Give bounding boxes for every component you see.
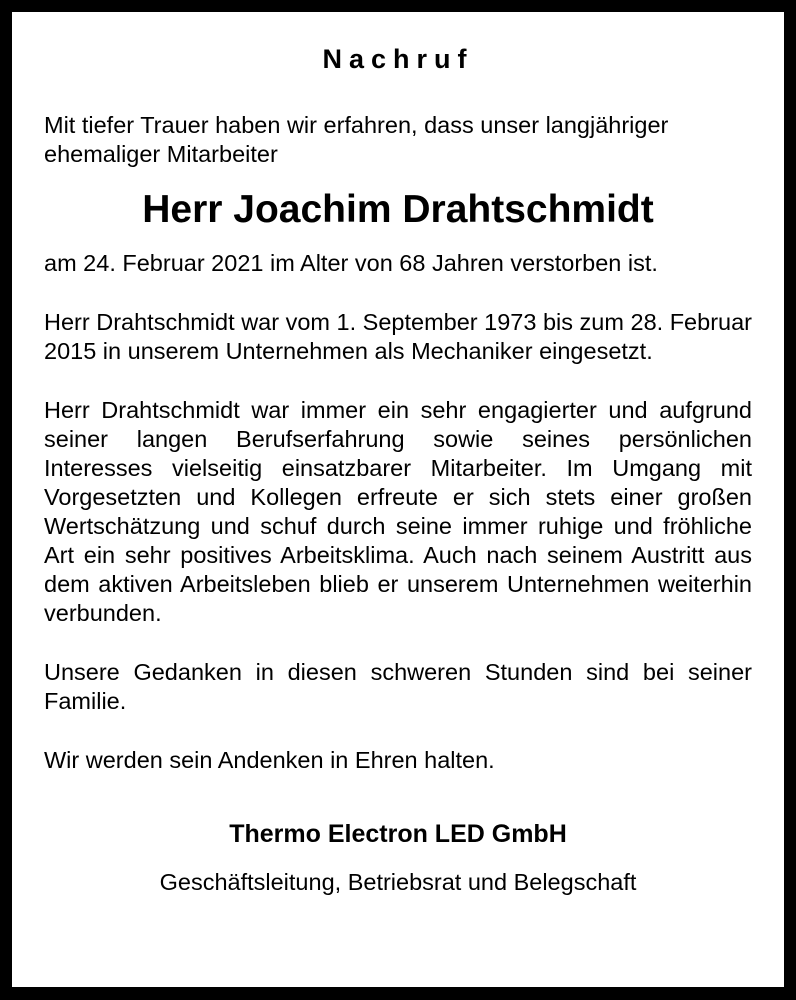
spacer-before-condolence xyxy=(44,628,752,658)
obituary-sheet xyxy=(12,12,784,987)
death-line: am 24. Februar 2021 im Alter von 68 Jahren verstorben ist. xyxy=(44,250,658,276)
employment-paragraph: Herr Drahtschmidt war vom 1. September 1973 bis zum 28. Februar 2015 in unserem Unternehmen als Mechaniker eingesetzt. xyxy=(44,309,752,364)
deceased-name: Herr Joachim Drahtschmidt xyxy=(142,188,654,231)
page-title: Nachruf xyxy=(322,44,474,74)
spacer-before-signature xyxy=(44,775,752,819)
signature-company: Thermo Electron LED GmbH xyxy=(229,820,567,848)
spacer-before-employment xyxy=(44,278,752,308)
intro-paragraph: Mit tiefer Trauer haben wir erfahren, dass unser langjähriger ehemaliger Mitarbeiter xyxy=(44,112,669,167)
closing-paragraph: Wir werden sein Andenken in Ehren halten. xyxy=(44,747,495,773)
spacer-after-name xyxy=(44,233,752,249)
spacer-before-tribute xyxy=(44,366,752,396)
spacer-before-closing xyxy=(44,716,752,746)
signature-roles: Geschäftsleitung, Betriebsrat und Belegschaft xyxy=(159,869,637,895)
condolence-paragraph: Unsere Gedanken in diesen schweren Stunden sind bei seiner Familie. xyxy=(44,659,752,714)
spacer-before-name xyxy=(44,169,752,187)
tribute-paragraph: Herr Drahtschmidt war immer ein sehr engagierter und aufgrund seiner langen Berufserfahrung sowie seines persönlichen Interesses vielseitig einsatzbarer Mitarbeiter. Im Umgang mit Vorgesetzten und Kollegen erfreute er sich stets einer großen Wertschätzung und schuf durch seine immer ruhige und fröhliche Art ein sehr positives Arbeitsklima. Auch nach seinem Austritt aus dem aktiven Arbeitsleben blieb er unserem Unternehmen weiterhin verbunden. xyxy=(44,397,752,626)
